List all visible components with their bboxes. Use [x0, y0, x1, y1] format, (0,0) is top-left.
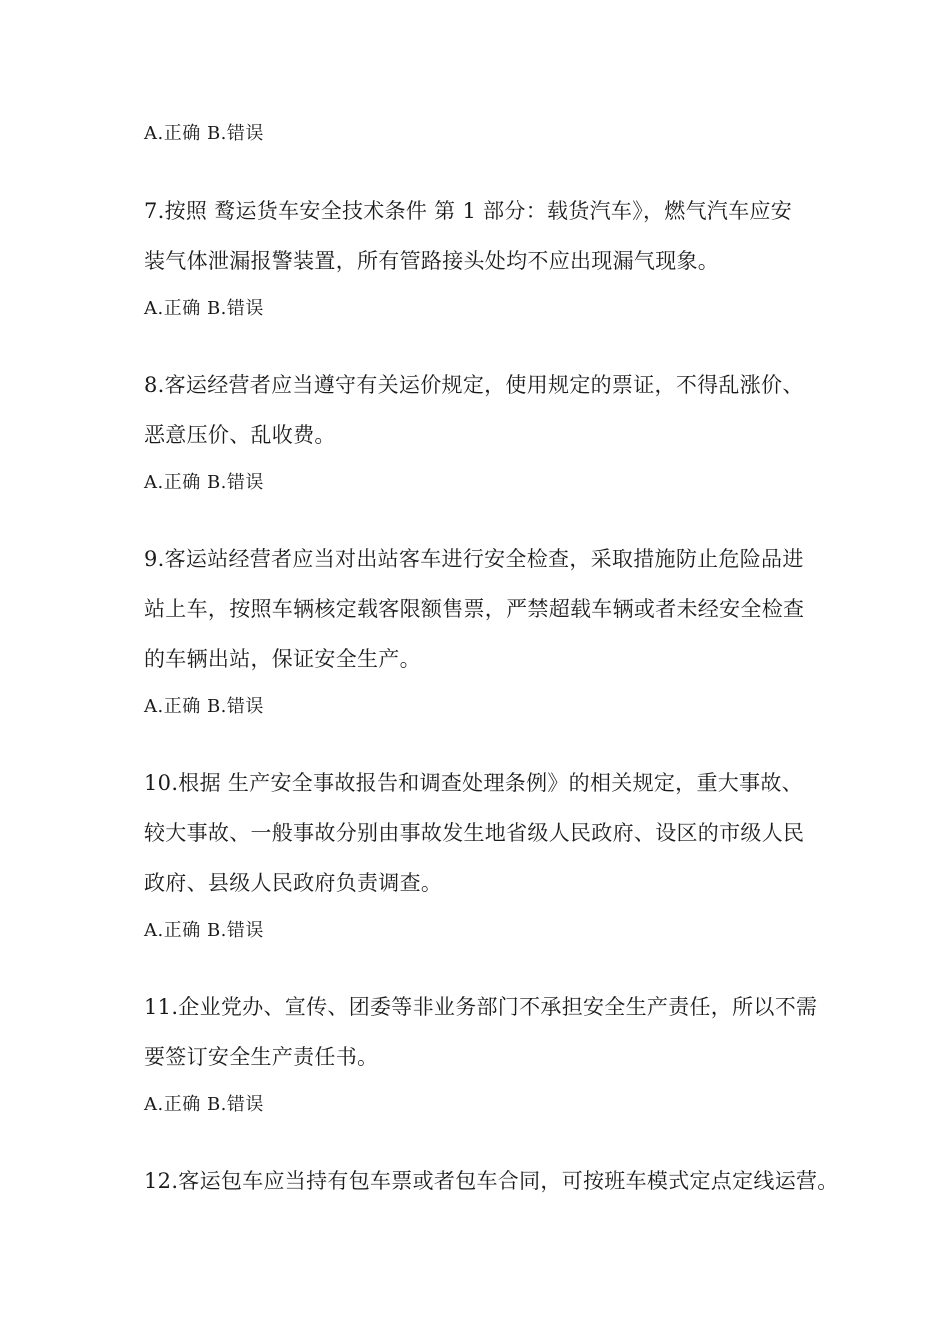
question-10-line-2: 较大事故、一般事故分别由事故发生地省级人民政府、设区的市级人民 [144, 821, 805, 845]
question-9-options: A.正确 B.错误 [144, 696, 264, 717]
question-9-line-1: 9.客运站经营者应当对出站客车进行安全检查，采取措施防止危险品进 [144, 547, 804, 571]
question-7-options: A.正确 B.错误 [144, 298, 264, 319]
question-8-line-1: 8.客运经营者应当遵守有关运价规定，使用规定的票证，不得乱涨价、 [144, 373, 804, 397]
question-7-line-2: 装气体泄漏报警装置，所有管路接头处均不应出现漏气现象。 [144, 249, 720, 273]
question-9-line-3: 的车辆出站，保证安全生产。 [144, 647, 421, 671]
question-8-line-2: 恶意压价、乱收费。 [144, 423, 336, 447]
question-10-line-1: 10.根据 生产安全事故报告和调查处理条例》的相关规定，重大事故、 [144, 771, 803, 795]
question-11-line-2: 要签订安全生产责任书。 [144, 1045, 379, 1069]
question-11-line-1: 11.企业党办、宣传、团委等非业务部门不承担安全生产责任，所以不需 [144, 995, 818, 1019]
answer-options: A.正确 B.错误 [144, 123, 264, 144]
question-10-options: A.正确 B.错误 [144, 920, 264, 941]
question-9-line-2: 站上车，按照车辆核定载客限额售票，严禁超载车辆或者未经安全检查 [144, 597, 805, 621]
question-7-line-1: 7.按照 鹜运货车安全技术条件 第 1 部分：载货汽车》，燃气汽车应安 [144, 199, 793, 223]
question-11-options: A.正确 B.错误 [144, 1094, 264, 1115]
question-10-line-3: 政府、县级人民政府负责调查。 [144, 871, 443, 895]
question-8-options: A.正确 B.错误 [144, 472, 264, 493]
question-12-line-1: 12.客运包车应当持有包车票或者包车合同，可按班车模式定点定线运营。 [144, 1169, 839, 1193]
